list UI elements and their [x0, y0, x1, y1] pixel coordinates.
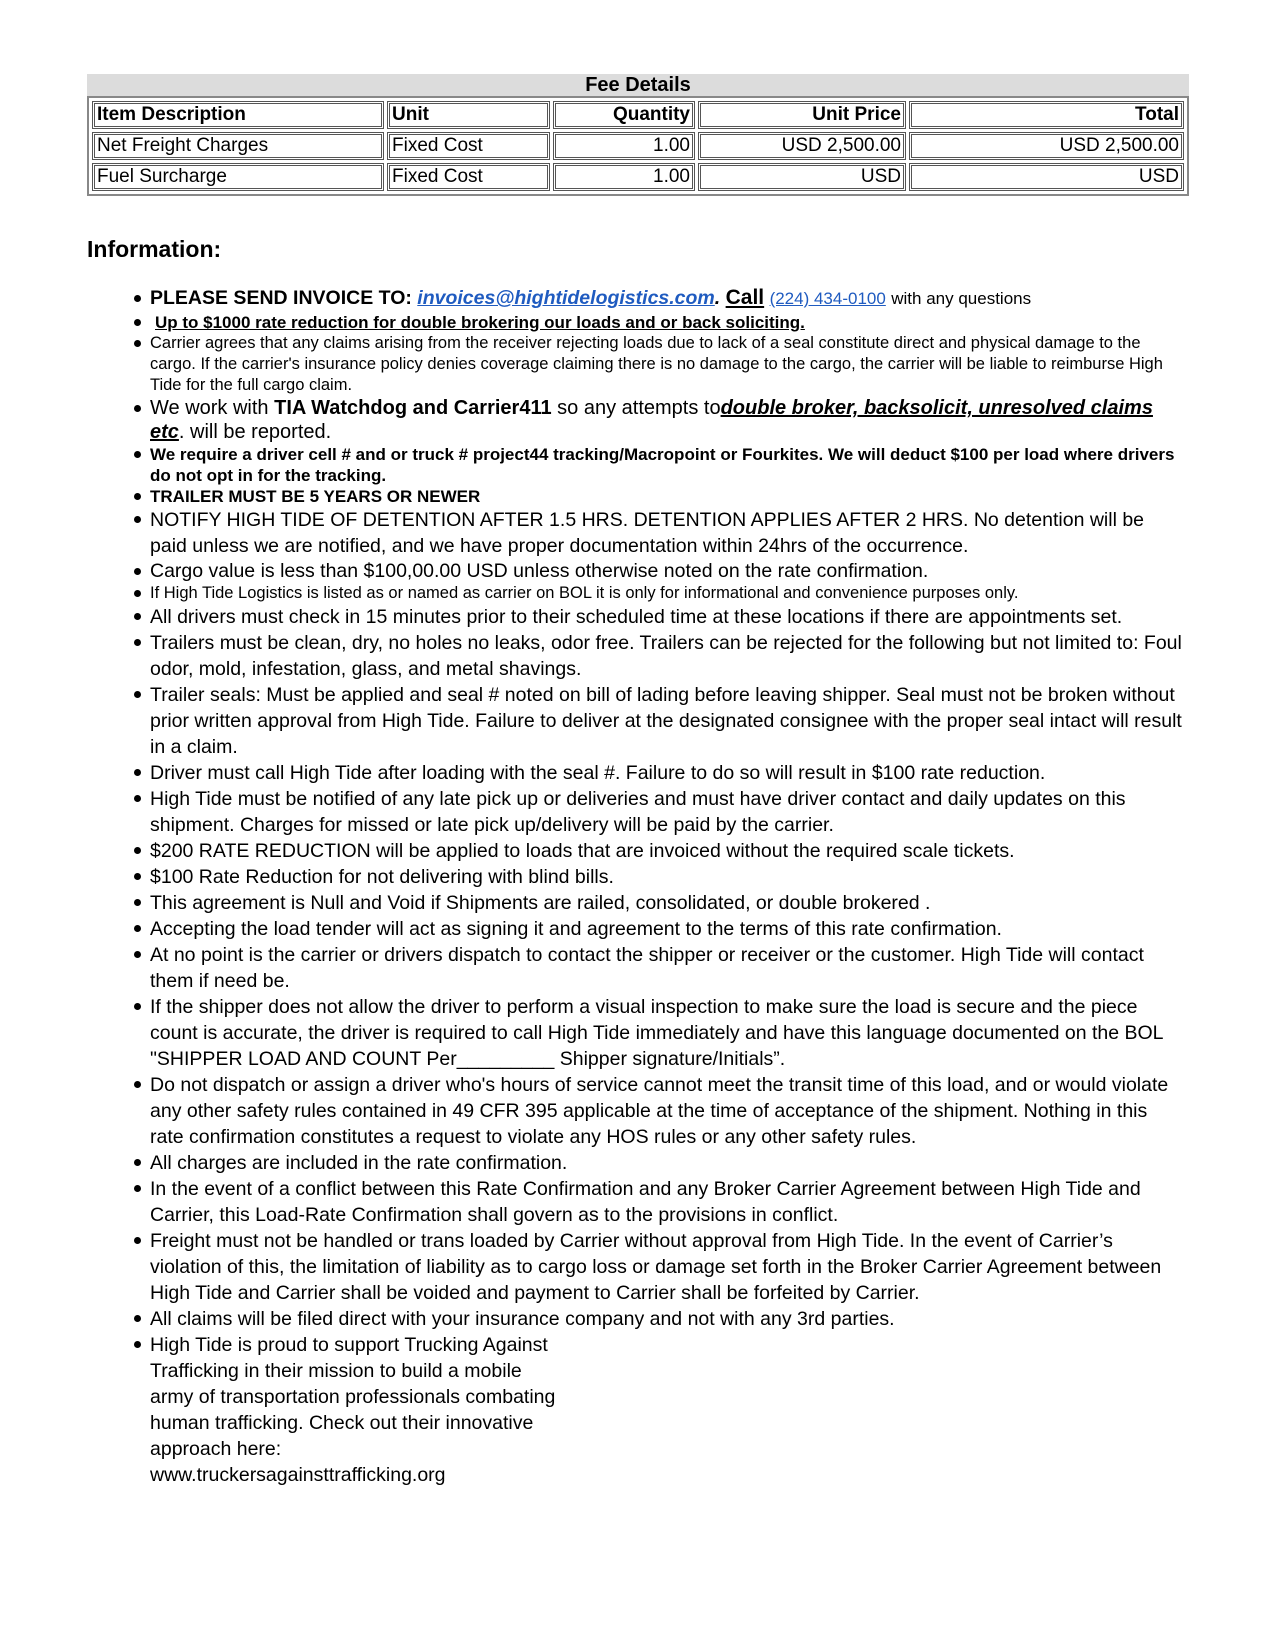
bullet-icon	[134, 1003, 141, 1010]
tia-bold: TIA Watchdog and Carrier411	[274, 397, 552, 419]
list-item-rate-reduction	[150, 312, 1185, 333]
list-item-text: If the shipper does not allow the driver to perform a visual inspection to make sure the load is secure and the piece count is accurate, the driver is required to call High Tide immediately and have this language documented on the BOL "SHIPPER LOAD AND COUNT Per_________ Shipper signature/Initials”.	[150, 996, 1163, 1070]
bullet-icon	[134, 847, 141, 854]
bullet-icon	[134, 1081, 141, 1088]
header-item-description: Item Description	[92, 101, 384, 129]
list-item-text: Accepting the load tender will act as signing it and agreement to the terms of this rate confirmation.	[150, 918, 1002, 940]
list-item	[150, 1072, 1185, 1150]
bullet-icon	[134, 1341, 141, 1348]
tia-suffix: . will be reported.	[178, 421, 332, 443]
information-list	[150, 285, 1185, 1488]
bullet-icon	[134, 295, 141, 302]
list-item-text: Freight must not be handled or trans loaded by Carrier without approval from High Tide. In the event of Carrier’s violation of this, the limitation of liability as to cargo loss or damage set forth in the Broker Carrier Agreement between High Tide and Carrier shall be voided and payment to Carrier shall be forfeited by Carrier.	[150, 1230, 1162, 1304]
list-item-detention	[150, 507, 1185, 559]
list-item	[150, 1176, 1185, 1228]
bullet-icon	[134, 590, 141, 597]
cell-unit: Fixed Cost	[387, 132, 550, 160]
bullet-icon	[134, 568, 141, 575]
list-item-text: $100 Rate Reduction for not delivering with blind bills.	[150, 866, 614, 888]
fee-table-header-row	[92, 101, 1184, 129]
list-item-text: Trailer seals: Must be applied and seal # noted on bill of lading before leaving shipper. Seal must not be broken without prior written approval from High Tide. Failure to deliver at the designated consignee with the proper seal intact will result in a claim.	[150, 684, 1182, 758]
list-item	[150, 604, 1185, 630]
detention-text: NOTIFY HIGH TIDE OF DETENTION AFTER 1.5 HRS. DETENTION APPLIES AFTER 2 HRS. No detention will be paid unless we are notified, and we have proper documentation within 24hrs of the occurrence.	[150, 509, 1145, 557]
phone-link[interactable]: (224) 434-0100	[769, 289, 886, 308]
cell-quantity: 1.00	[553, 163, 695, 191]
list-item-text: Driver must call High Tide after loading with the seal #. Failure to do so will result in $100 rate reduction.	[150, 762, 1046, 784]
list-item-text: At no point is the carrier or drivers dispatch to contact the shipper or receiver or the customer. High Tide will contact them if need be.	[150, 944, 1144, 992]
cell-quantity: 1.00	[553, 132, 695, 160]
tia-emphasis: double broker, backsolicit, unresolved claims etc	[150, 397, 1153, 443]
list-item	[150, 1150, 1185, 1176]
bullet-icon	[134, 639, 141, 646]
bullet-icon	[134, 899, 141, 906]
cell-unit: Fixed Cost	[387, 163, 550, 191]
list-item-tia	[150, 396, 1185, 444]
list-item-trafficking	[150, 1332, 1185, 1488]
cell-unit-price: USD 2,500.00	[698, 132, 906, 160]
bullet-icon	[134, 516, 141, 523]
cargo-value-text: Cargo value is less than $100,00.00 USD unless otherwise noted on the rate confirmation.	[150, 560, 929, 582]
list-item	[150, 760, 1185, 786]
bullet-icon	[134, 795, 141, 802]
list-item-invoice	[150, 285, 1185, 312]
trailer-age-text: TRAILER MUST BE 5 YEARS OR NEWER	[150, 487, 481, 506]
fee-details-table	[87, 96, 1189, 196]
list-item-text: Trailers must be clean, dry, no holes no leaks, odor free. Trailers can be rejected for the following but not limited to: Foul odor, mold, infestation, glass, and metal shavings.	[150, 632, 1182, 680]
tia-middle: so any attempts to	[557, 397, 721, 419]
list-item-trailer-age	[150, 486, 1185, 507]
bullet-icon	[134, 493, 141, 500]
invoice-email-suffix: .	[714, 287, 721, 309]
bullet-icon	[134, 769, 141, 776]
list-item	[150, 630, 1185, 682]
bullet-icon	[134, 925, 141, 932]
information-heading: Information:	[87, 236, 222, 262]
cell-unit-price: USD	[698, 163, 906, 191]
list-item	[150, 864, 1185, 890]
list-item	[150, 786, 1185, 838]
cell-total: USD 2,500.00	[909, 132, 1184, 160]
list-item-bol-notice	[150, 583, 1185, 604]
list-item	[150, 838, 1185, 864]
cell-total: USD	[909, 163, 1184, 191]
header-quantity: Quantity	[553, 101, 695, 129]
list-item	[150, 994, 1185, 1072]
list-item-text: This agreement is Null and Void if Shipments are railed, consolidated, or double brokered .	[150, 892, 931, 914]
header-unit-price: Unit Price	[698, 101, 906, 129]
rate-reduction-text: Up to $1000 rate reduction for double brokering our loads and or back soliciting.	[155, 313, 805, 332]
list-item	[150, 942, 1185, 994]
bullet-icon	[134, 951, 141, 958]
cell-item-description: Net Freight Charges	[92, 132, 384, 160]
list-item-seal-claims	[150, 333, 1185, 396]
list-item	[150, 1306, 1185, 1332]
list-item-text: $200 RATE REDUCTION will be applied to loads that are invoiced without the required scale tickets.	[150, 840, 1015, 862]
bullet-icon	[134, 691, 141, 698]
tracking-text: We require a driver cell # and or truck # project44 tracking/Macropoint or Fourkites. We will deduct $100 per load where drivers do not opt in for the tracking.	[150, 445, 1175, 485]
bullet-icon	[134, 1185, 141, 1192]
trafficking-url: www.truckersagainsttrafficking.org	[150, 1464, 446, 1486]
table-row	[92, 163, 1184, 191]
header-total: Total	[909, 101, 1184, 129]
bullet-icon	[134, 1237, 141, 1244]
invoice-email-link[interactable]: invoices@hightidelogistics.com	[417, 287, 715, 309]
bullet-icon	[134, 1315, 141, 1322]
call-label: Call	[725, 286, 765, 309]
list-item-text: All charges are included in the rate confirmation.	[150, 1152, 568, 1174]
bullet-icon	[134, 613, 141, 620]
table-row	[92, 132, 1184, 160]
cell-item-description: Fuel Surcharge	[92, 163, 384, 191]
list-item	[150, 1228, 1185, 1306]
seal-claims-text: Carrier agrees that any claims arising from the receiver rejecting loads due to lack of a seal constitute direct and physical damage to the cargo. If the carrier's insurance policy denies coverage claiming there is no damage to the cargo, the carrier will be liable to reimburse High Tide for the full cargo claim.	[150, 334, 1163, 394]
bullet-icon	[134, 319, 141, 326]
list-item-text: Do not dispatch or assign a driver who's hours of service cannot meet the transit time of this load, and or would violate any other safety rules contained in 49 CFR 395 applicable at the time of acceptance of the shipment. Nothing in this rate confirmation constitutes a request to violate any HOS rules or any other safety rules.	[150, 1074, 1169, 1148]
bullet-icon	[134, 1159, 141, 1166]
list-item-tracking	[150, 444, 1185, 486]
bullet-icon	[134, 873, 141, 880]
bullet-icon	[134, 405, 141, 412]
list-item-cargo-value	[150, 559, 1185, 583]
list-item	[150, 890, 1185, 916]
invoice-label: PLEASE SEND INVOICE TO:	[150, 287, 412, 309]
list-item-text: All drivers must check in 15 minutes prior to their scheduled time at these locations if there are appointments set.	[150, 606, 1123, 628]
questions-text: with any questions	[891, 289, 1032, 308]
fee-details-section	[87, 74, 1189, 196]
bol-notice-text: If High Tide Logistics is listed as or named as carrier on BOL it is only for informational and convenience purposes only.	[150, 584, 1019, 602]
list-item-text: All claims will be filed direct with your insurance company and not with any 3rd parties.	[150, 1308, 895, 1330]
bullet-icon	[134, 451, 141, 458]
list-item-text: High Tide must be notified of any late pick up or deliveries and must have driver contact and daily updates on this shipment. Charges for missed or late pick up/delivery will be paid by the carrier.	[150, 788, 1126, 836]
list-item-text: In the event of a conflict between this Rate Confirmation and any Broker Carrier Agreement between High Tide and Carrier, this Load-Rate Confirmation shall govern as to the provisions in conflict.	[150, 1178, 1141, 1226]
header-unit: Unit	[387, 101, 550, 129]
tia-prefix: We work with	[150, 397, 269, 419]
fee-details-title: Fee Details	[87, 74, 1189, 96]
trafficking-text: High Tide is proud to support Trucking Against Trafficking in their mission to build a mobile army of transportation professionals combating human trafficking. Check out their innovative approach here:	[150, 1334, 556, 1460]
list-item	[150, 682, 1185, 760]
bullet-icon	[134, 340, 141, 347]
list-item	[150, 916, 1185, 942]
